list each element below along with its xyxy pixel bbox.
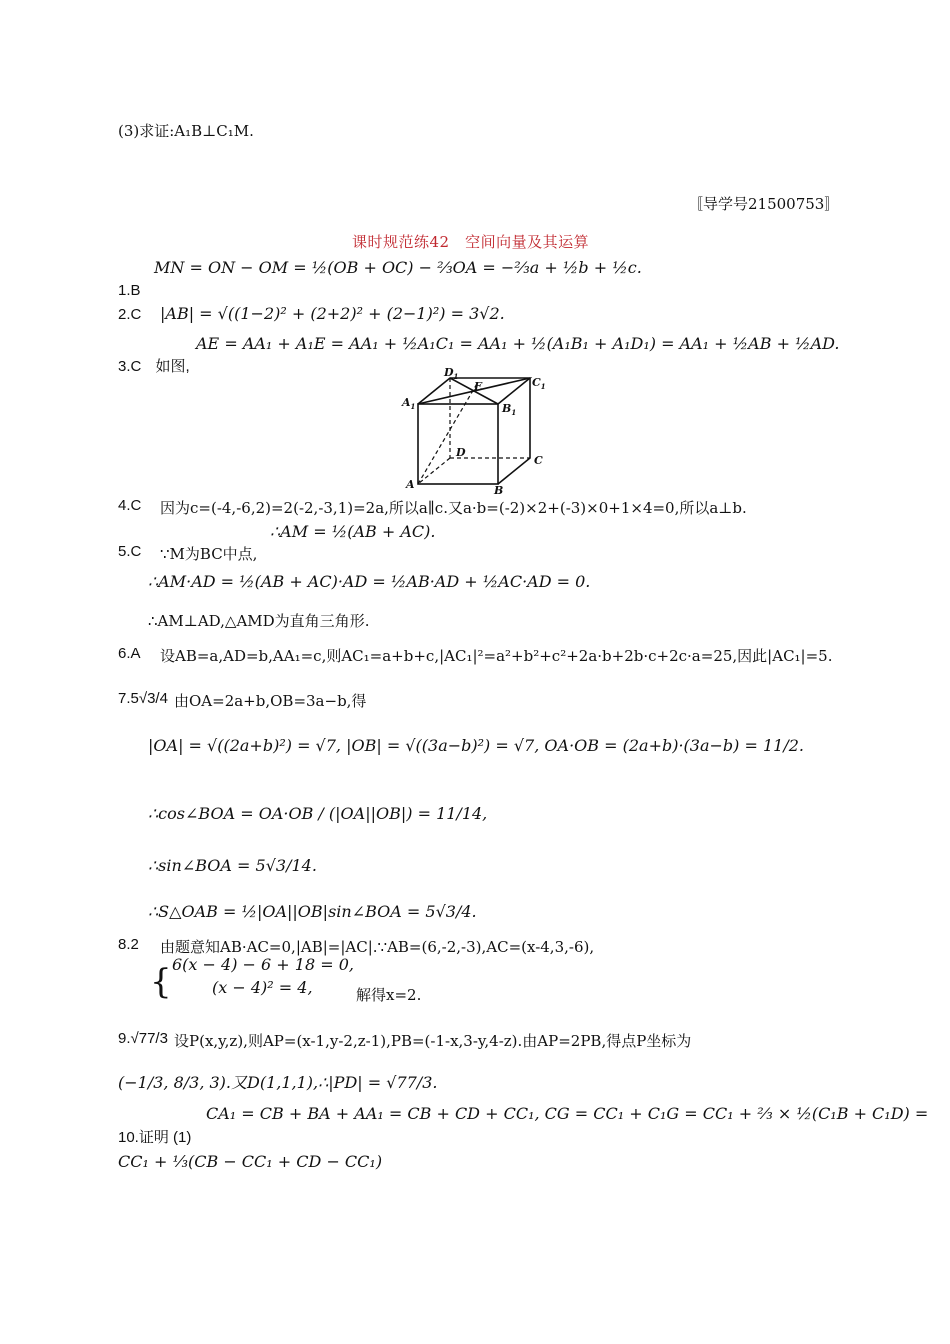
answer-3-formula: AE = AA₁ + A₁E = AA₁ + ½A₁C₁ = AA₁ + ½(A₁B₁ + A₁D₁) = AA₁ + ½AB + ½AD. xyxy=(196,334,840,353)
answer-7-line3 xyxy=(148,804,487,823)
answer-9-given: 设P(x,y,z),则AP=(x-1,y-2,z-1),PB=(-1-x,3-y,4-z).由AP=2PB,得点P坐标为 xyxy=(174,1032,692,1050)
answer-5-label xyxy=(118,543,141,560)
cube-figure xyxy=(398,364,558,494)
label-c1: $C_1$ xyxy=(532,376,546,391)
answer-8-sys1 xyxy=(172,955,354,974)
answer-6-content: 设AB=a,AD=b,AA₁=c,则AC₁=a+b+c,|AC₁|²=a²+b²+c²+2a·b+2b·c+2c·a=25,因此|AC₁|=5. xyxy=(160,647,833,665)
answer-8-eq1: 6(x − 4) − 6 + 18 = 0, xyxy=(172,955,354,974)
answer-10-expr2 xyxy=(118,1152,382,1171)
answer-9-label xyxy=(118,1030,168,1047)
question-3-text: (3)求证:A₁B⊥C₁M. xyxy=(118,122,254,140)
answer-3-label xyxy=(118,355,190,376)
answer-10-formula1: CA₁ = CB + BA + AA₁ = CB + CD + CC₁, CG = CC₁ + C₁G = CC₁ + ⅔ × ½(C₁B + C₁D) = xyxy=(206,1104,929,1123)
answer-num: 3. xyxy=(118,358,131,375)
answer-1-label xyxy=(118,282,141,299)
answer-10-formula2: CC₁ + ⅓(CB − CC₁ + CD − CC₁) xyxy=(118,1152,383,1171)
answer-num: 4. xyxy=(118,497,131,514)
answer-9-line1 xyxy=(174,1030,691,1051)
label-d: D xyxy=(456,446,466,459)
answer-8-result: 解得x=2. xyxy=(356,986,422,1004)
answer-2-formula: |AB| = √((1−2)² + (2+2)² + (2−1)²) = 3√2. xyxy=(160,304,505,323)
section-title-text: 课时规范练42 空间向量及其运算 xyxy=(352,233,590,251)
answer-num: 7. xyxy=(118,690,131,707)
answer-num: 6. xyxy=(118,645,131,662)
answer-8-eq2: (x − 4)² = 4, xyxy=(212,978,313,997)
answer-7-sin: ∴sin∠BOA = 5√3/14. xyxy=(148,856,317,875)
answer-8-system xyxy=(150,962,172,1002)
section-title xyxy=(352,231,589,252)
answer-8-label xyxy=(118,936,139,953)
answer-8-given: 由题意知AB·AC=0,|AB|=|AC|.∵AB=(6,-2,-3),AC=(x-4,3,-6), xyxy=(160,938,595,956)
answer-5-line1b xyxy=(270,522,435,541)
answer-8-sys2 xyxy=(212,978,313,997)
proof-part: (1) xyxy=(173,1129,192,1146)
answer-num: 10. xyxy=(118,1129,139,1146)
answer-5-given: ∵M为BC中点, xyxy=(160,545,258,563)
label-b: B xyxy=(494,484,504,494)
answer-7-cos: ∴cos∠BOA = OA·OB / (|OA||OB|) = 11/14, xyxy=(148,804,488,823)
answer-2-label xyxy=(118,306,141,323)
answer-7-line5 xyxy=(148,902,477,921)
answer-7-lengths: |OA| = √((2a+b)²) = √7, |OB| = √((3a−b)²) = √7, OA·OB = (2a+b)·(3a−b) = 11/2. xyxy=(148,736,804,755)
answer-num: 1. xyxy=(118,282,131,299)
answer-10-expr1 xyxy=(206,1104,928,1123)
answer-7-line1 xyxy=(174,690,366,711)
answer-choice: C xyxy=(130,543,142,560)
answer-3-expr xyxy=(196,334,839,353)
label-e: E xyxy=(474,380,483,393)
answer-7-line2 xyxy=(148,736,804,755)
answer-num: 8. xyxy=(118,936,131,953)
answer-4-content: 因为c=(-4,-6,2)=2(-2,-3,1)=2a,所以a∥c.又a·b=(-2)×2+(-3)×0+1×4=0,所以a⊥b. xyxy=(160,499,747,517)
answer-choice: B xyxy=(130,282,141,299)
answer-choice: √77/3 xyxy=(130,1030,168,1047)
answer-6-text xyxy=(160,645,833,666)
answer-10-label xyxy=(118,1126,191,1147)
answer-5-dot: ∴AM·AD = ½(AB + AC)·AD = ½AB·AD + ½AC·AD = 0. xyxy=(148,572,591,591)
cube-right-edges xyxy=(498,378,530,484)
answer-9-result: (−1/3, 8/3, 3).又D(1,1,1),∴|PD| = √77/3. xyxy=(118,1073,438,1092)
guide-number-text: 〚导学号21500753〛 xyxy=(688,195,840,213)
answer-choice: A xyxy=(130,645,141,662)
label-a1: $A_1$ xyxy=(402,396,416,411)
answer-choice: C xyxy=(130,306,142,323)
answer-5-line3 xyxy=(148,610,369,631)
answer-5-line2 xyxy=(148,572,590,591)
answer-num: 5. xyxy=(118,543,131,560)
answer-choice: C xyxy=(130,497,142,514)
answer-num: 9. xyxy=(118,1030,131,1047)
answer-7-given: 由OA=2a+b,OB=3a−b,得 xyxy=(174,692,367,710)
answer-8-line1 xyxy=(160,936,594,957)
answer-1-expr xyxy=(154,258,642,277)
answer-5-conclusion: ∴AM⊥AD,△AMD为直角三角形. xyxy=(148,612,370,630)
proof-lead: 证明 xyxy=(138,1129,169,1146)
answer-8-solve xyxy=(356,984,421,1005)
answer-6-label xyxy=(118,645,141,662)
answer-7-line4 xyxy=(148,856,317,875)
answer-3-lead: 如图, xyxy=(155,358,190,375)
answer-5-line1 xyxy=(160,543,257,564)
question-3 xyxy=(118,120,254,141)
answer-choice: 2 xyxy=(130,936,139,953)
system-brace: { xyxy=(150,962,172,1002)
answer-2-expr xyxy=(160,304,505,323)
answer-9-line2 xyxy=(118,1070,437,1093)
answer-num: 2. xyxy=(118,306,131,323)
label-c: C xyxy=(534,454,543,467)
answer-4-label xyxy=(118,497,141,514)
answer-4-text xyxy=(160,497,747,518)
hidden-edge-ad xyxy=(418,458,450,484)
answer-5-median: ∴AM = ½(AB + AC). xyxy=(270,522,436,541)
answer-7-area: ∴S△OAB = ½|OA||OB|sin∠BOA = 5√3/4. xyxy=(148,902,477,921)
answer-1-formula: MN = ON − OM = ½(OB + OC) − ⅔OA = −⅔a + ½b + ½c. xyxy=(154,258,642,277)
answer-choice: 5√3/4 xyxy=(130,690,168,707)
label-b1: $B_1$ xyxy=(502,402,517,417)
label-d1: $D_1$ xyxy=(444,366,459,381)
answer-choice: C xyxy=(130,358,142,375)
answer-7-label xyxy=(118,690,168,707)
label-a: A xyxy=(406,478,415,491)
guide-number xyxy=(688,193,839,214)
